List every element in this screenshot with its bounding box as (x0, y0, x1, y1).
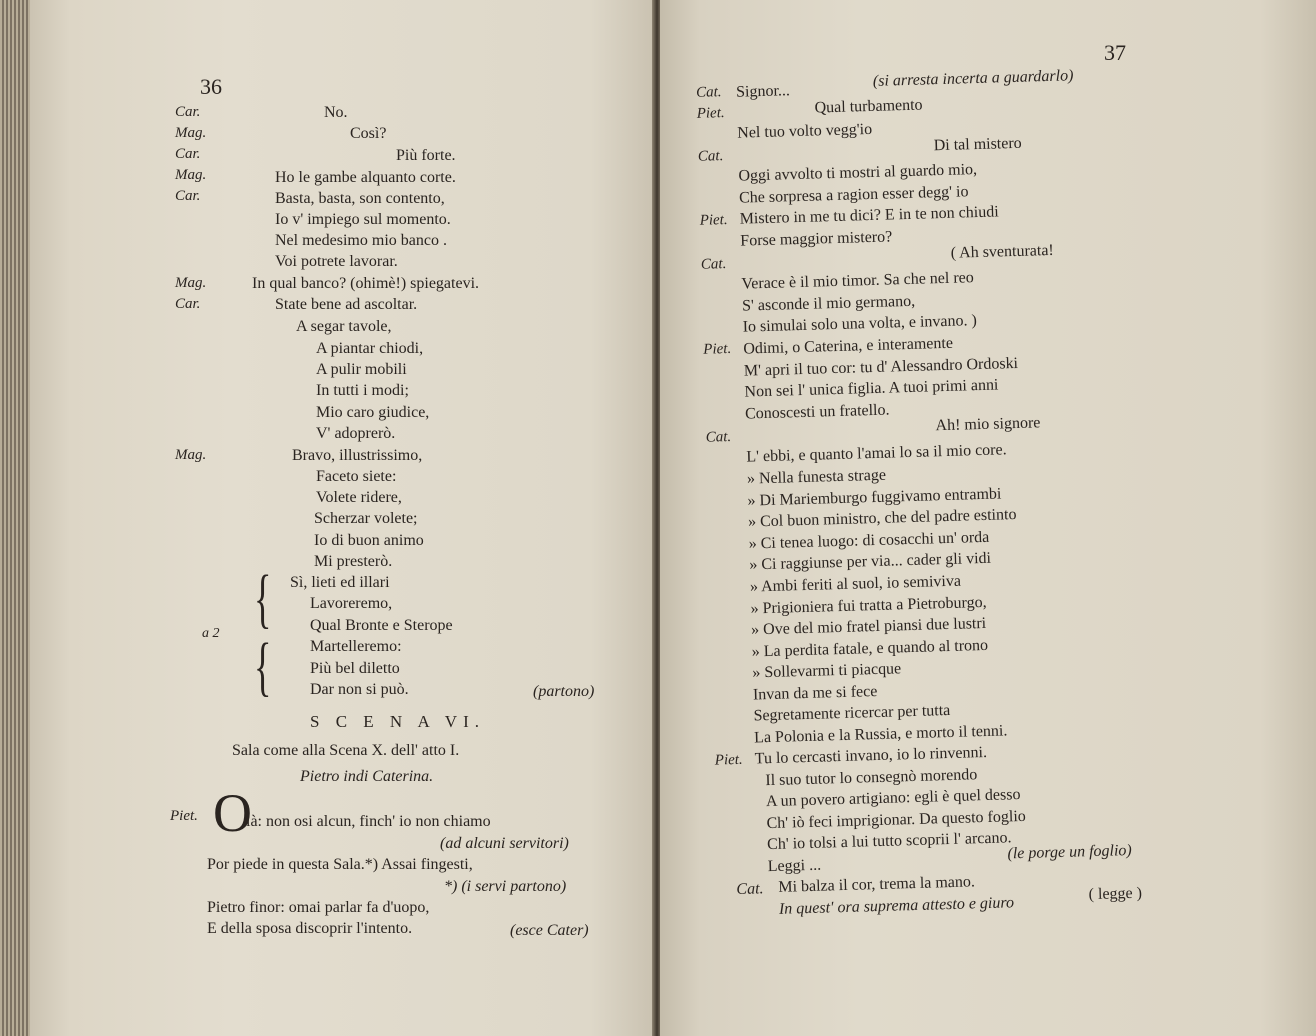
verse-line: Sì, lieti ed illari (290, 574, 390, 591)
a2-label: a 2 (202, 626, 220, 641)
verse-line: » Col buon ministro, che del padre estinto (747, 506, 1017, 531)
speaker-label: Piet. (696, 105, 725, 122)
page-number: 36 (200, 74, 222, 99)
speaker-label: Cat. (705, 428, 732, 446)
verse-line: Nel medesimo mio banco . (275, 232, 447, 249)
speaker-label: Piet. (703, 340, 732, 358)
verse-line: Io simulai solo una volta, e invano. ) (742, 312, 978, 336)
verse-line: E della sposa discoprir l'intento. (207, 920, 413, 937)
verse-line: Lavoreremo, (310, 595, 393, 612)
verse-line: Dar non si può. (310, 681, 409, 698)
speaker-label: Piet. (714, 751, 743, 769)
brace-top: { (254, 562, 272, 635)
verse-line: Più forte. (396, 147, 456, 164)
verse-line: Mio caro giudice, (316, 404, 430, 421)
verse-line: No. (324, 104, 348, 121)
verse-line: V' adoprerò. (316, 425, 396, 442)
speaker-label: Mag. (175, 125, 207, 141)
scene-title: S C E N A VI. (310, 712, 485, 731)
verse-line: » Ci tenea luogo: di cosacchi un' orda (748, 528, 990, 553)
verse-line: State bene ad ascoltar. (275, 296, 418, 313)
verse-line: A segar tavole, (296, 318, 392, 335)
speaker-label: Car. (175, 104, 201, 120)
verse-line: A pulir mobili (316, 361, 407, 378)
verse-line: » La perdita fatale, e quando al trono (751, 636, 989, 661)
verse-line: In quest' ora suprema attesto e giuro (778, 894, 1015, 918)
verse-line: Ch' iò feci imprigionar. Da questo foglio (766, 807, 1026, 833)
verse-line: Bravo, illustrissimo, (292, 447, 423, 464)
verse-line: Più bel diletto (310, 660, 400, 677)
verse-line: Signor... (735, 82, 791, 101)
verse-line: Segretamente ricercar per tutta (753, 701, 951, 725)
verse-line: » Ambi feriti al suol, io semiviva (749, 572, 962, 596)
verse-line: » Ove del mio fratel piansi due lustri (750, 614, 987, 639)
verse-line: Così? (350, 125, 387, 142)
verse-line: Ch' io tolsi a lui tutto scoprii l' arcano. (766, 829, 1012, 854)
speaker-label: Car. (175, 296, 201, 312)
verse-line: Nel tuo volto vegg'io (737, 120, 873, 142)
verse-line: Qual turbamento (814, 96, 923, 117)
verse-line: M' apri il tuo cor: tu d' Alessandro Ordoski (743, 354, 1019, 380)
verse-line: Basta, basta, son contento, (275, 190, 445, 207)
scene-setting: Sala come alla Scena X. dell' atto I. (232, 742, 460, 759)
verse-line: Invan da me si fece (752, 683, 878, 704)
verse-line: » Prigioniera fui tratta a Pietroburgo, (750, 593, 987, 618)
verse-line: » Sollevarmi ti piacque (752, 660, 902, 682)
verse-line: Verace è il mio timor. Sa che nel reo (741, 269, 975, 293)
verse-line: Non sei l' unica figlia. A tuoi primi anni (744, 376, 999, 401)
speaker-label: Car. (175, 188, 201, 204)
verse-line: Forse maggior mistero? (740, 228, 893, 250)
stage-direction: (esce Cater) (510, 922, 589, 939)
speaker-label: Car. (175, 146, 201, 162)
right-text-block (660, 0, 1316, 1036)
scene-characters: Pietro indi Caterina. (300, 768, 434, 785)
verse-line: Ah! mio signore (935, 414, 1041, 435)
verse-line: Por piede in questa Sala.*) Assai fingesti, (207, 856, 473, 873)
speaker-label: Piet. (699, 211, 728, 229)
verse-line: Di tal mistero (933, 134, 1022, 155)
drop-cap: O (213, 783, 252, 843)
verse-line: Che sorpresa a ragion esser degg' io (738, 183, 969, 207)
verse-line: » Ci raggiunse per via... cader gli vidi (749, 549, 992, 574)
verse-line: Conoscesti un fratello. (744, 401, 890, 423)
verse-line: Qual Bronte e Sterope (310, 617, 453, 634)
page-number: 37 (1104, 40, 1126, 65)
speaker-label: Mag. (175, 167, 207, 183)
stage-direction: ( legge ) (1088, 884, 1143, 904)
verse-line: là: non osi alcun, finch' io non chiamo (246, 813, 491, 830)
verse-line: A piantar chiodi, (316, 340, 424, 357)
verse-line: Tu lo cercasti invano, io lo rinvenni. (754, 743, 988, 768)
verse-line: La Polonia e la Russia, e morto il tenni. (753, 722, 1008, 747)
verse-line: Voi potrete lavorar. (275, 253, 398, 270)
stage-direction: (le porge un foglio) (1007, 841, 1132, 863)
verse-line: Faceto siete: (316, 468, 397, 485)
stage-direction: (ad alcuni servitori) (440, 835, 569, 852)
verse-line: Mistero in me tu dici? E in te non chiudi (739, 203, 999, 228)
verse-line: Volete ridere, (316, 489, 402, 506)
verse-line: Io v' impiego sul momento. (275, 211, 451, 228)
verse-line: Il suo tutor lo consegnò morendo (765, 766, 978, 790)
verse-line: » Nella funesta strage (746, 466, 887, 488)
verse-line: Martelleremo: (310, 638, 402, 655)
verse-line: Oggi avvolto ti mostri al guardo mio, (738, 161, 978, 185)
speaker-label: Mag. (175, 447, 207, 463)
verse-line: In qual banco? (ohimè!) spiegatevi. (252, 275, 480, 292)
verse-line: Mi presterò. (314, 553, 393, 570)
left-page (30, 0, 656, 1036)
right-page (660, 0, 1316, 1036)
verse-line: Ho le gambe alquanto corte. (275, 169, 456, 186)
verse-line: Scherzar volete; (314, 510, 418, 527)
brace-bottom: { (254, 630, 272, 703)
speaker-label: Cat. (736, 880, 764, 899)
verse-line: ( Ah sventurata! (950, 241, 1054, 262)
verse-line: Mi balza il cor, trema la mano. (778, 873, 976, 896)
verse-line: S' asconde il mio germano, (741, 292, 916, 315)
verse-line: In tutti i modi; (316, 382, 409, 399)
speaker-label: Cat. (695, 84, 722, 101)
verse-line: A un povero artigiano: egli è quel desso (765, 786, 1021, 811)
stage-direction: (partono) (533, 683, 595, 700)
verse-line: L' ebbi, e quanto l'amai lo sa il mio core. (746, 441, 1007, 466)
stage-direction: (si arresta incerta a guardarlo) (872, 67, 1074, 90)
speaker-label: Cat. (700, 256, 727, 273)
verse-line: Leggi ... (767, 856, 822, 876)
verse-line: Pietro finor: omai parlar fa d'uopo, (207, 899, 430, 916)
verse-line: Io di buon animo (314, 532, 424, 549)
verse-line: » Di Mariemburgo fuggivamo entrambi (747, 485, 1002, 510)
speaker-label: Mag. (175, 275, 207, 291)
speaker-label: Piet. (170, 808, 198, 824)
stage-direction: *) (i servi partono) (444, 878, 567, 895)
verse-line: Odimi, o Caterina, e interamente (743, 334, 954, 358)
speaker-label: Cat. (697, 148, 724, 165)
